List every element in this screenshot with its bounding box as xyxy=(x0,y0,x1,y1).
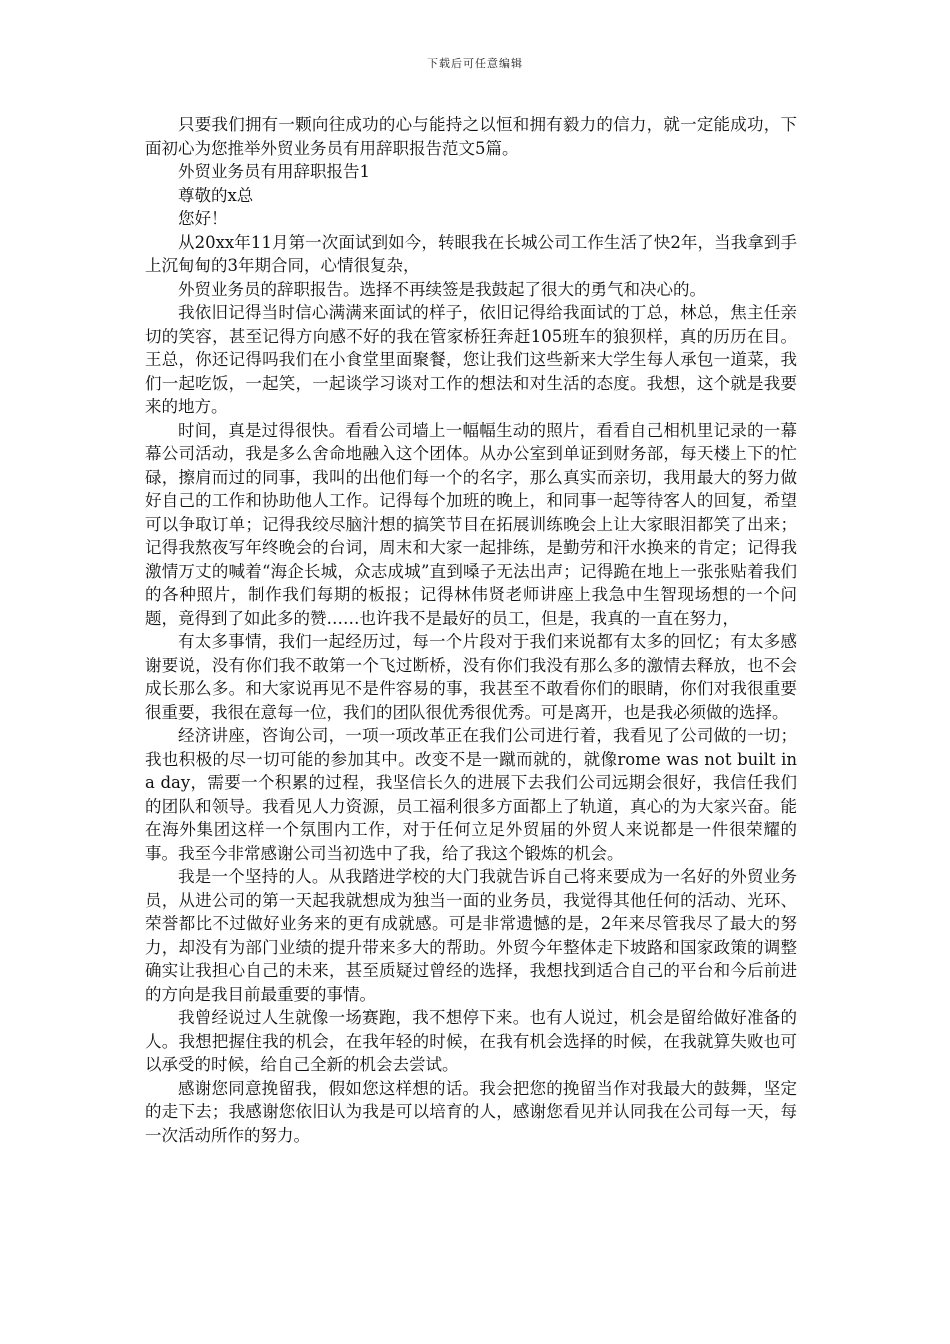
body-paragraph: 感谢您同意挽留我，假如您这样想的话。我会把您的挽留当作对我最大的鼓舞，坚定的走下去；我感谢您依旧认为我是可以培育的人，感谢您看见并认同我在公司每一天，每一次活动所作的努力。 xyxy=(145,1078,797,1145)
salutation: 尊敬的x总 xyxy=(178,185,254,205)
document-title: 外贸业务员有用辞职报告1 xyxy=(178,162,370,181)
greeting: 您好！ xyxy=(178,209,228,228)
body-paragraph: 外贸业务员的辞职报告。选择不再续签是我鼓起了很大的勇气和决心的。 xyxy=(178,279,706,299)
body-paragraph: 我依旧记得当时信心满满来面试的样子，依旧记得给我面试的丁总，林总，焦主任亲切的笑容，甚至记得方向感不好的我在管家桥狂奔赶105班车的狼狈样，真的历历在目。王总，你还记得吗我们在小食堂里面聚餐，您让我们这些新来大学生每人承包一道菜，我们一起吃饭，一起笑，一起谈学习谈对工作的想法和对生活的态度。我想，这个就是我要来的地方。 xyxy=(145,303,797,416)
page-header: 下载后可任意编辑 xyxy=(427,57,523,70)
body-paragraph: 时间，真是过得很快。看看公司墙上一幅幅生动的照片，看看自己相机里记录的一幕幕公司活动，我是多么舍命地融入这个团体。从办公室到单证到财务部，每天楼上下的忙碌，擦肩而过的同事，我叫的出他们每一个的名字，那么真实而亲切，我用最大的努力做好自己的工作和协助他人工作。记得每个加班的晚上，和同事一起等待客人的回复，希望可以争取订单；记得我绞尽脑汁想的搞笑节目在拓展训练晚会上让大家眼泪都笑了出来；记得我熬夜写年终晚会的台词，周末和大家一起排练，是勤劳和汗水换来的肯定；记得我激情万丈的喊着“海企长城，众志成城”直到嗓子无法出声；记得跪在地上一张张贴着我们的各种照片，制作我们每期的板报；记得林伟贤老师讲座上我急中生智现场想的一个问题，竟得到了如此多的赞……也许我不是最好的员工，但是，我真的一直在努力， xyxy=(145,420,797,628)
document-body xyxy=(145,113,797,1147)
body-paragraph: 我曾经说过人生就像一场赛跑，我不想停下来。也有人说过，机会是留给做好准备的人。我想把握住我的机会，在我年轻的时候，在我有机会选择的时候，在我就算失败也可以承受的时候，给自己全新的机会去尝试。 xyxy=(145,1008,797,1074)
intro-paragraph: 只要我们拥有一颗向往成功的心与能持之以恒和拥有毅力的信力，就一定能成功，下面初心为您推举外贸业务员有用辞职报告范文5篇。 xyxy=(145,115,797,158)
body-paragraph: 有太多事情，我们一起经历过，每一个片段对于我们来说都有太多的回忆；有太多感谢要说，没有你们我不敢第一个飞过断桥，没有你们我没有那么多的激情去释放，也不会成长那么多。和大家说再见不是件容易的事，我甚至不敢看你们的眼睛，你们对我很重要很重要，我很在意每一位，我们的团队很优秀很优秀。可是离开，也是我必须做的选择。 xyxy=(145,632,797,722)
body-paragraph: 从20xx年11月第一次面试到如今，转眼我在长城公司工作生活了快2年，当我拿到手上沉甸甸的3年期合同，心情很复杂， xyxy=(145,232,797,275)
body-paragraph: 经济讲座，咨询公司，一项一项改革正在我们公司进行着，我看见了公司做的一切；我也积极的尽一切可能的参加其中。改变不是一蹴而就的，就像rome was not built in a day，需要一个积累的过程，我坚信长久的进展下去我们公司远期会很好，我信任我们的团队和领导。我看见人力资源，员工福利很多方面都上了轨道，真心的为大家兴奋。能在海外集团这样一个氛围内工作，对于任何立足外贸届的外贸人来说都是一件很荣耀的事。我至今非常感谢公司当初选中了我，给了我这个锻炼的机会。 xyxy=(145,726,797,863)
body-paragraph: 我是一个坚持的人。从我踏进学校的大门我就告诉自己将来要成为一名好的外贸业务员，从进公司的第一天起我就想成为独当一面的业务员，我觉得其他任何的活动、光环、荣誉都比不过做好业务来的更有成就感。可是非常遗憾的是，2年来尽管我尽了最大的努力，却没有为部门业绩的提升带来多大的帮助。外贸今年整体走下坡路和国家政策的调整确实让我担心自己的未来，甚至质疑过曾经的选择，我想找到适合自己的平台和今后前进的方向是我目前最重要的事情。 xyxy=(145,867,797,1004)
